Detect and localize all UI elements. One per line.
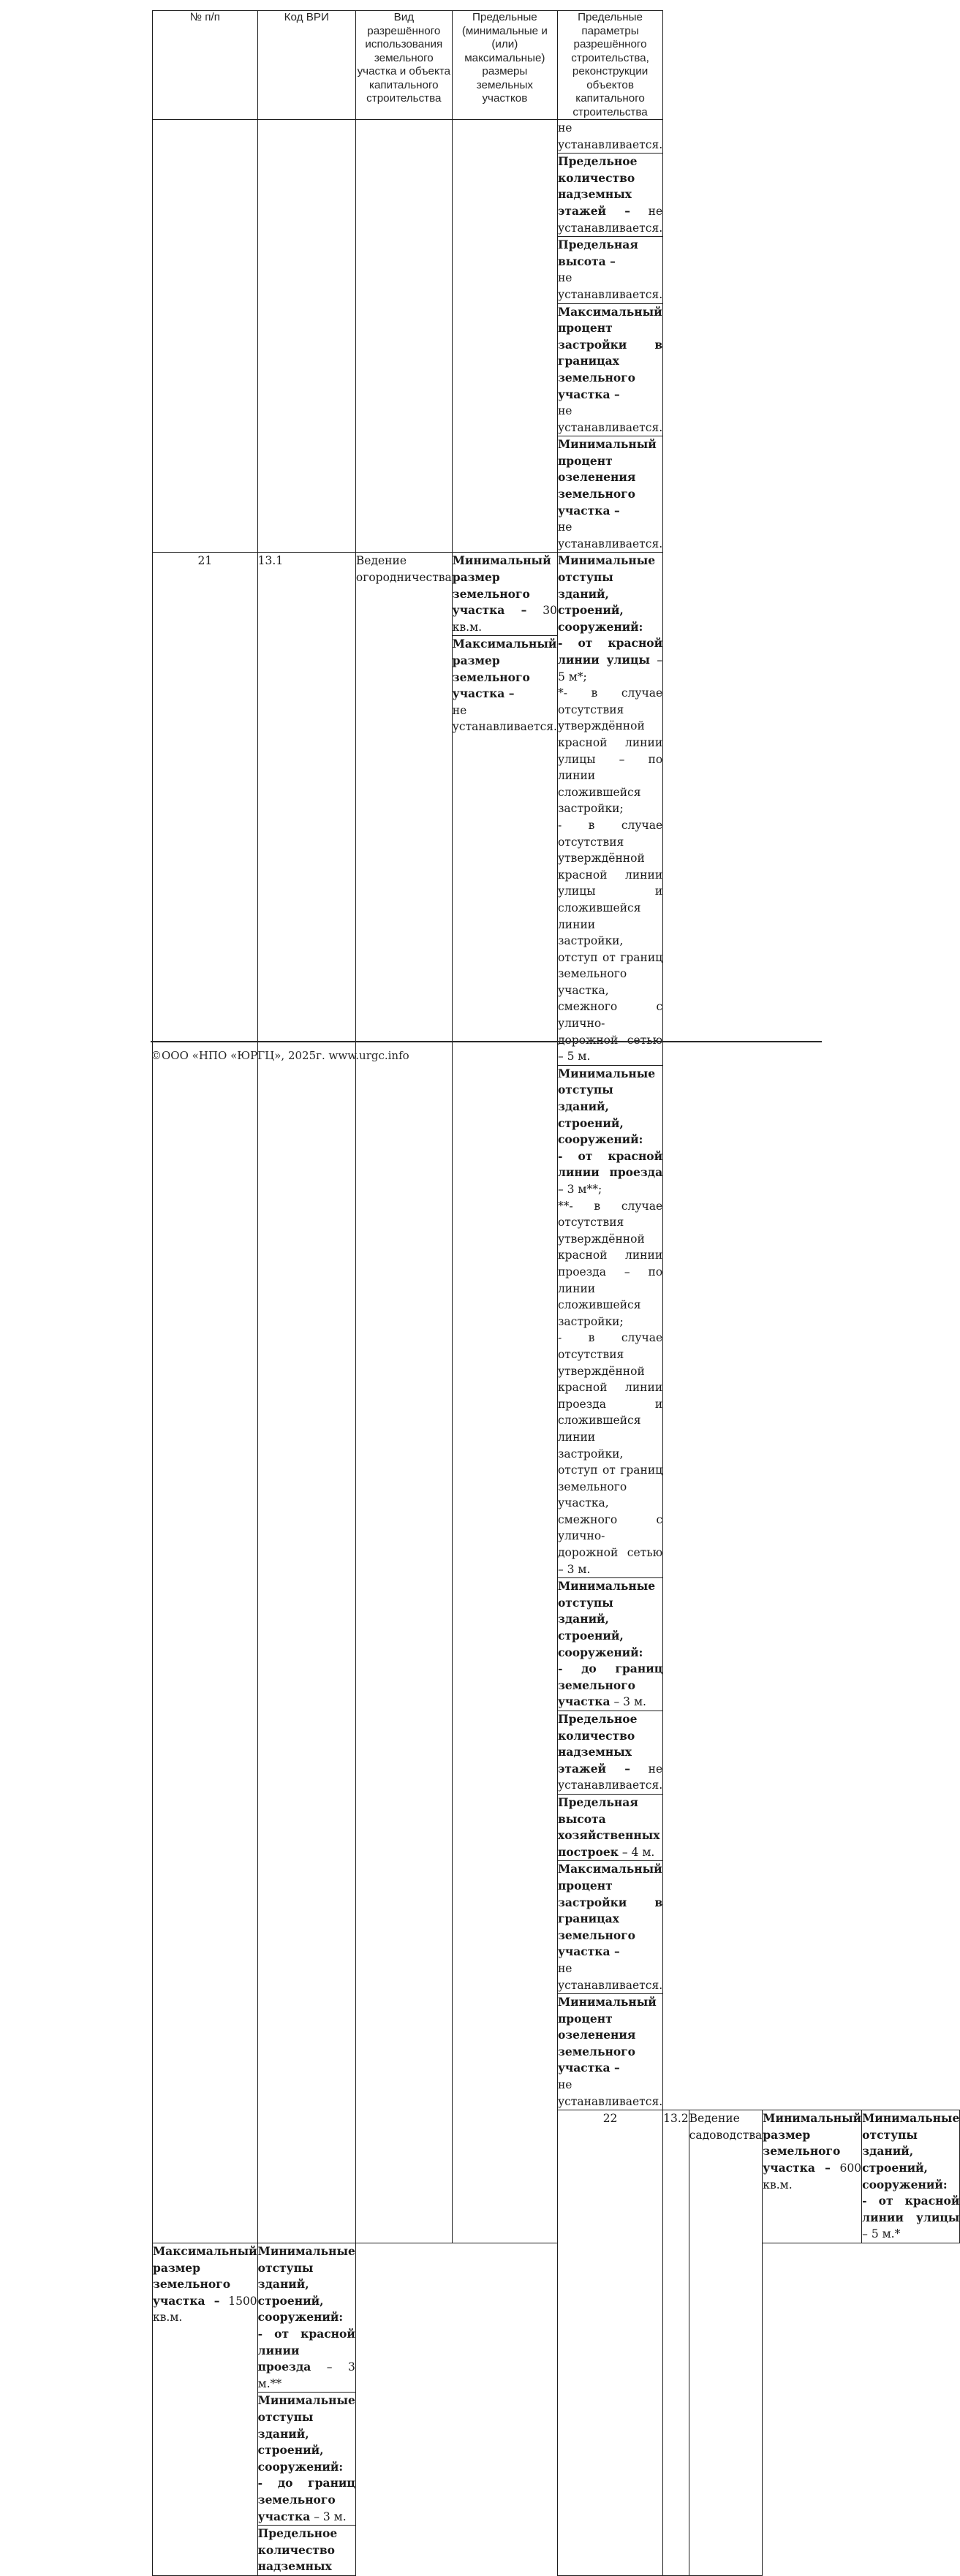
cell-size-max: Максимальный размер земельного участка – 1500 кв.м.: [153, 2243, 258, 2576]
table-header-row: [153, 11, 960, 120]
param-cell: Предельная высота хозяйственных построек – 4 м.: [557, 1794, 662, 1860]
param-cell: Минимальный процент озеленения земельного участка – не устанавливается.: [557, 1994, 662, 2110]
cell-size-cont: [452, 120, 557, 553]
table-row: [153, 2526, 960, 2576]
cell-code: 13.2: [663, 2110, 689, 2576]
footer-divider: [151, 1041, 822, 1042]
param-cell: Минимальные отступы зданий, строений, сооружений: - до границ земельного участка – 3 м.: [557, 1578, 662, 1711]
param-cell: Максимальный процент застройки в границах земельного участка – не устанавливается.: [557, 1861, 662, 1994]
header-plot-sizes: Предельные (минимальные и (или) максимальные) размеры земельных участков: [452, 11, 557, 120]
regulations-table: [152, 10, 960, 2576]
cell-use-type: Ведение садоводства: [689, 2110, 763, 2576]
table-row: [153, 2243, 960, 2393]
param-cell: Предельное количество надземных этажей – не устанавливается.: [557, 154, 662, 237]
footer-copyright: ©ООО «НПО «ЮРГЦ», 2025г. www.urgc.info: [151, 1049, 409, 1062]
cell-number-cont: [153, 120, 258, 553]
param-cell: Предельное количество надземных: [257, 2526, 355, 2576]
cell-size-min: Минимальный размер земельного участка – 30 кв.м.: [452, 553, 557, 636]
cell-size-max: Максимальный размер земельного участка – не устанавливается.: [452, 636, 557, 2243]
param-cell: Максимальный процент застройки в границах земельного участка – не устанавливается.: [557, 303, 662, 436]
param-cell: Предельное количество надземных этажей – не устанавливается.: [557, 1711, 662, 1795]
param-cell: Минимальный процент озеленения земельного участка – не устанавливается.: [557, 436, 662, 553]
param-cell: Предельная высота – не устанавливается.: [557, 237, 662, 303]
cell-code: 13.1: [257, 553, 355, 2243]
header-use-type: Вид разрешённого использования земельного участка и объекта капитального строительства: [355, 11, 452, 120]
table-row: [153, 2393, 960, 2526]
header-build-params: Предельные параметры разрешённого строительства, реконструкции объектов капитального строительства: [557, 11, 662, 120]
cell-use-type: Ведение огородничества: [355, 553, 452, 2243]
header-code: Код ВРИ: [257, 11, 355, 120]
cell-size-min: Минимальный размер земельного участка – 600 кв.м.: [763, 2110, 862, 2243]
cell-number: 22: [557, 2110, 662, 2576]
param-cell: не устанавливается.: [557, 120, 662, 154]
table-row: [153, 120, 960, 154]
param-cell: Минимальные отступы зданий, строений, сооружений: - от красной линии проезда – 3 м**; **- в случае отсутствия утверждённой красной линии проезда – по линии сложившейся застройки; - в случае отсутствия утверждённой красной линии проезда и сложившейся линии застройки, отступ от границ земельного участка, смежного с улично-дорожной сетью – 3 м.: [557, 1065, 662, 1577]
cell-use-cont: [355, 120, 452, 553]
cell-number: 21: [153, 553, 258, 2243]
param-cell: Минимальные отступы зданий, строений, сооружений: - до границ земельного участка – 3 м.: [257, 2393, 355, 2526]
param-cell: Минимальные отступы зданий, строений, сооружений: - от красной линии улицы – 5 м*; *- в случае отсутствия утверждённой красной линии улицы – по линии сложившейся застройки; - в случае отсутствия утверждённой красной линии улицы и сложившейся линии застройки, отступ от границ земельного участка, смежного с улично-дорожной сетью – 5 м.: [557, 553, 662, 1065]
header-number: № п/п: [153, 11, 258, 120]
param-cell: Минимальные отступы зданий, строений, сооружений: - от красной линии проезда – 3 м.**: [257, 2243, 355, 2393]
cell-code-cont: [257, 120, 355, 553]
param-cell: Минимальные отступы зданий, строений, сооружений: - от красной линии улицы – 5 м.*: [862, 2110, 960, 2243]
table-row: [153, 553, 960, 636]
